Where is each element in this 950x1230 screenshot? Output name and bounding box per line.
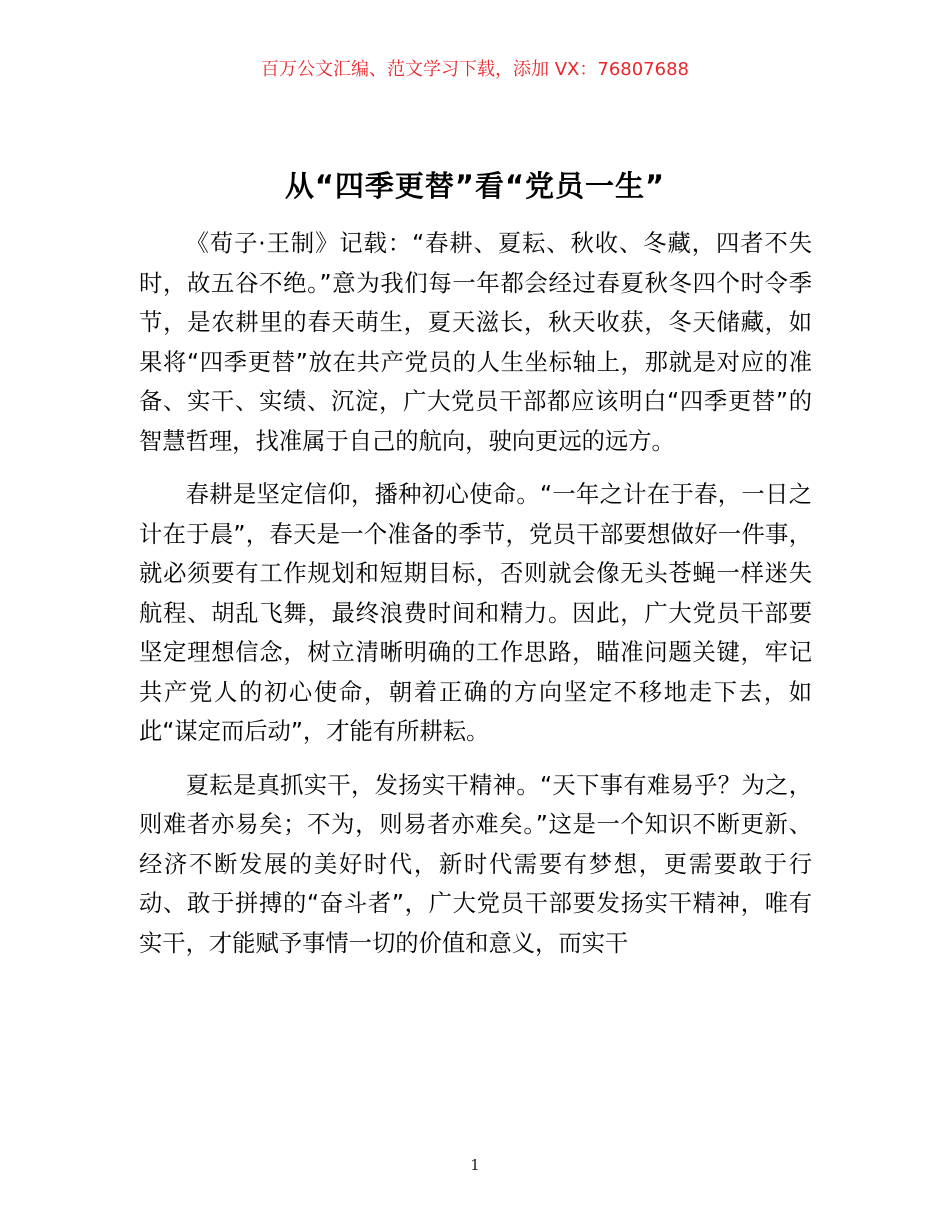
- document-body: [139, 224, 812, 977]
- promo-header: 百万公文汇编、范文学习下载，添加 VX：76807688: [261, 59, 689, 80]
- paragraph-summer: 夏耘是真抓实干，发扬实干精神。“天下事有难易乎？为之，则难者亦易矣；不为，则易者亦难矣。”这是一个知识不断更新、经济不断发展的美好时代，新时代需要有梦想，更需要敢于行动、敢于拼搏的“奋斗者”，广大党员干部要发扬实干精神，唯有实干，才能赋予事情一切的价值和意义，而实干: [139, 771, 812, 957]
- page-number: 1: [470, 1156, 480, 1174]
- paragraph-spring: 春耕是坚定信仰，播种初心使命。“一年之计在于春，一日之计在于晨”，春天是一个准备的季节，党员干部要想做好一件事，就必须要有工作规划和短期目标，否则就会像无头苍蝇一样迷失航程、胡乱飞舞，最终浪费时间和精力。因此，广大党员干部要坚定理想信念，树立清晰明确的工作思路，瞄准问题关键，牢记共产党人的初心使命，朝着正确的方向坚定不移地走下去，如此“谋定而后动”，才能有所耕耘。: [139, 481, 812, 745]
- document-title: 从“四季更替”看“党员一生”: [284, 169, 666, 203]
- paragraph-intro: 《荀子·王制》记载：“春耕、夏耘、秋收、冬藏，四者不失时，故五谷不绝。”意为我们每一年都会经过春夏秋冬四个时令季节，是农耕里的春天萌生，夏天滋长，秋天收获，冬天储藏，如果将“四季更替”放在共产党员的人生坐标轴上，那就是对应的准备、实干、实绩、沉淀，广大党员干部都应该明白“四季更替”的智慧哲理，找准属于自己的航向，驶向更远的远方。: [139, 230, 812, 455]
